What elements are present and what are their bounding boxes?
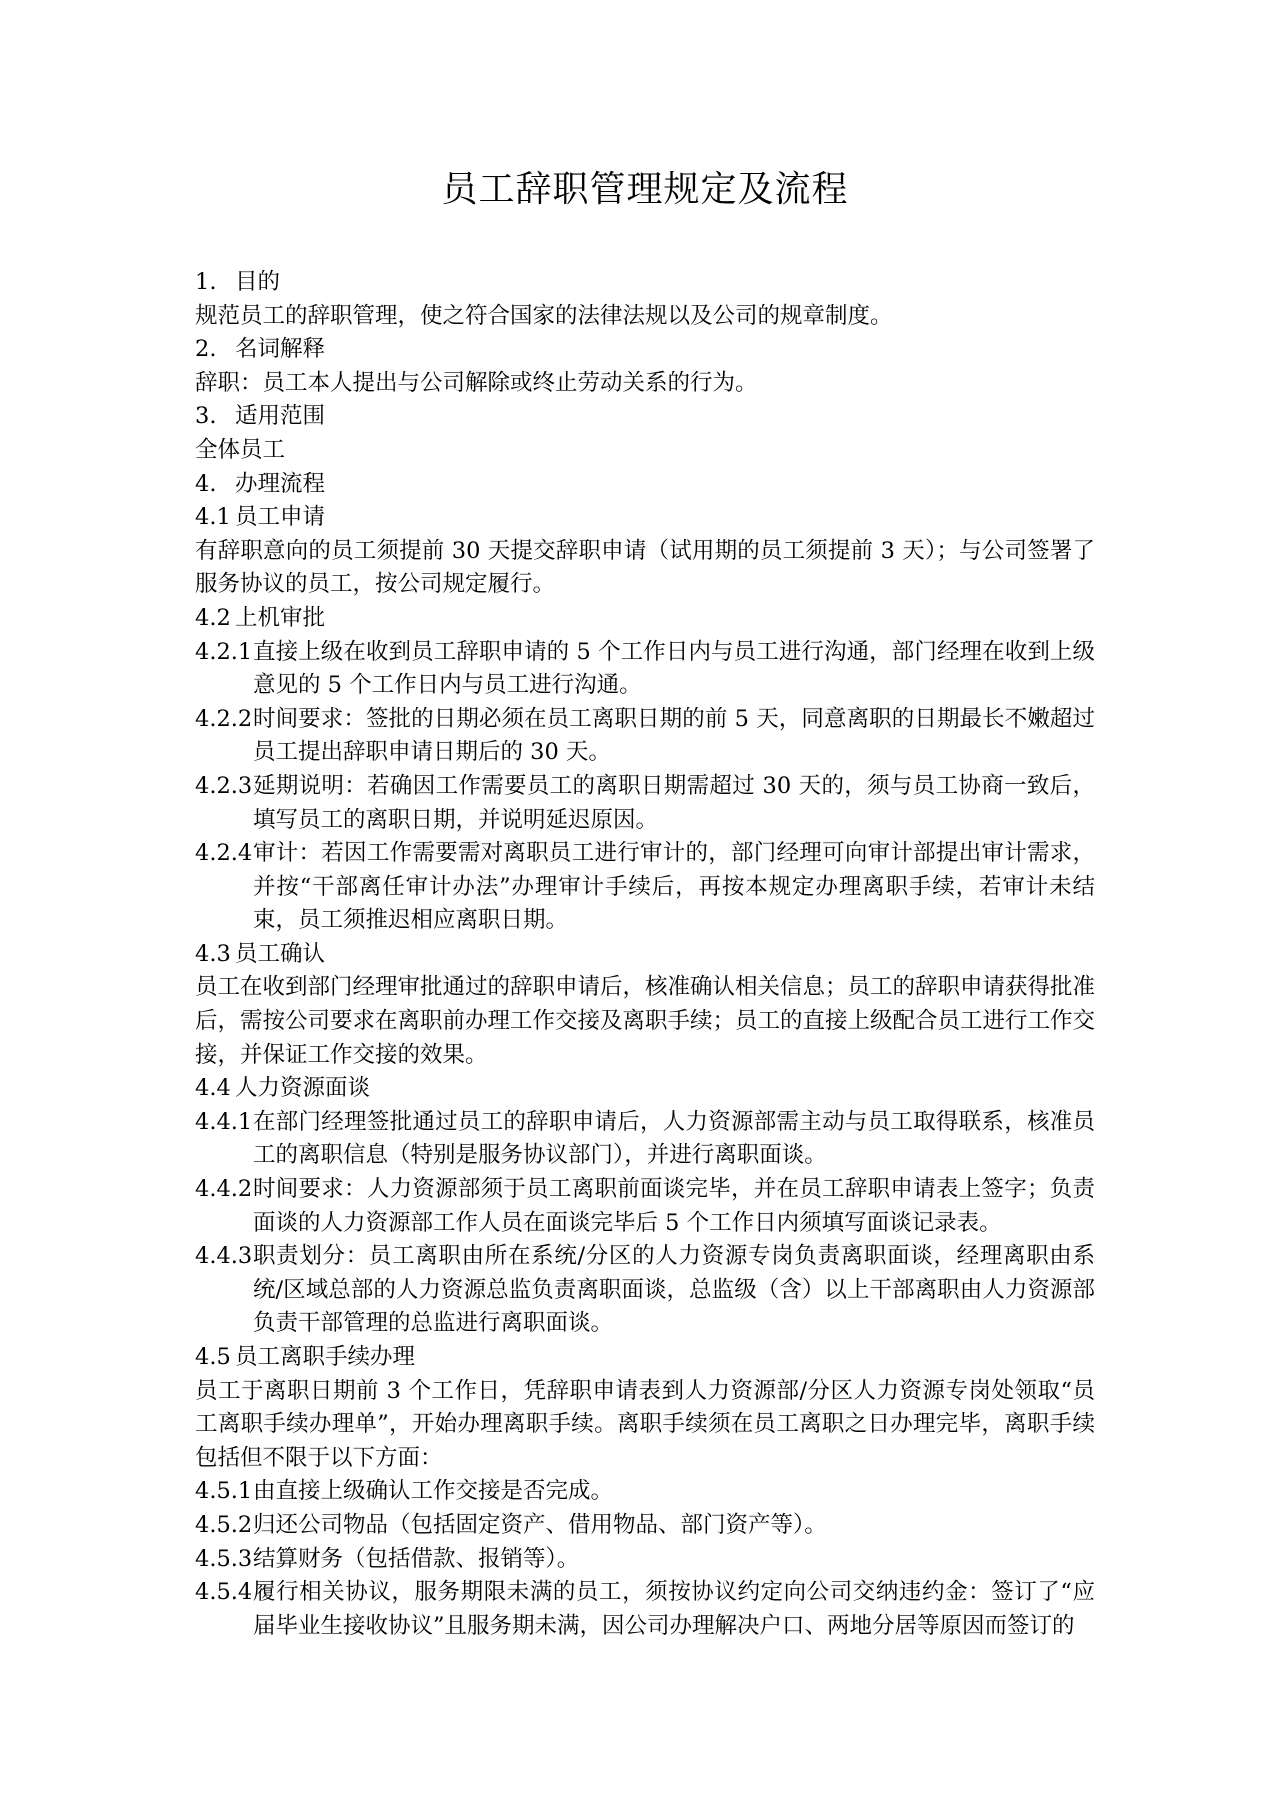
item-number: 4.5.1 xyxy=(195,1478,253,1505)
list-item xyxy=(195,636,1095,703)
subsection-heading xyxy=(195,501,1095,535)
section-heading xyxy=(195,400,1095,434)
item-number: 4.2.1 xyxy=(195,638,253,665)
subsection-heading xyxy=(195,1072,1095,1106)
item-text: 结算财务（包括借款、报销等）。 xyxy=(253,1545,580,1572)
section-heading xyxy=(195,468,1095,502)
item-number: 4.5.2 xyxy=(195,1511,253,1538)
list-item xyxy=(195,1509,1095,1543)
item-text: 时间要求：人力资源部须于员工离职前面谈完毕，并在员工辞职申请表上签字；负责面谈的人力资源部工作人员在面谈完毕后 5 个工作日内须填写面谈记录表。 xyxy=(253,1176,1095,1236)
section-title: 目的 xyxy=(235,269,281,295)
subsection-heading xyxy=(195,1341,1095,1375)
section-text: 辞职：员工本人提出与公司解除或终止劳动关系的行为。 xyxy=(195,369,758,396)
item-number: 4.2.3 xyxy=(195,772,253,799)
subsection-title: 员工申请 xyxy=(235,504,326,531)
section-text: 规范员工的辞职管理，使之符合国家的法律法规以及公司的规章制度。 xyxy=(195,302,893,329)
subsection-number: 4.2 xyxy=(195,604,231,631)
item-number: 4.2.4 xyxy=(195,840,253,867)
subsection-text: 员工在收到部门经理审批通过的辞职申请后，核准确认相关信息；员工的辞职申请获得批准后，需按公司要求在离职前办理工作交接及离职手续；员工的直接上级配合员工进行工作交接，并保证工作交接的效果。 xyxy=(195,974,1096,1068)
item-number: 4.5.4 xyxy=(195,1579,253,1606)
section-heading xyxy=(195,266,1095,300)
item-text: 职责划分：员工离职由所在系统/分区的人力资源专岗负责离职面谈，经理离职由系统/区域总部的人力资源总监负责离职面谈，总监级（含）以上干部离职由人力资源部负责干部管理的总监进行离职面谈。 xyxy=(253,1243,1095,1337)
subsection-text: 有辞职意向的员工须提前 30 天提交辞职申请（试用期的员工须提前 3 天）；与公司签署了服务协议的员工，按公司规定履行。 xyxy=(195,537,1095,598)
list-item xyxy=(195,1240,1095,1341)
list-item xyxy=(195,1106,1095,1173)
section-number: 4. xyxy=(195,470,217,497)
document-title: 员工辞职管理规定及流程 xyxy=(441,169,849,210)
subsection-title: 员工确认 xyxy=(235,940,326,967)
section-title: 名词解释 xyxy=(235,336,326,363)
item-number: 4.4.3 xyxy=(195,1243,253,1270)
subsection-title: 员工离职手续办理 xyxy=(235,1344,416,1370)
section-number: 3. xyxy=(195,403,217,430)
item-text: 时间要求：签批的日期必须在员工离职日期的前 5 天，同意离职的日期最长不嫩超过员工提出辞职申请日期后的 30 天。 xyxy=(253,705,1095,766)
document-page xyxy=(195,0,1095,1643)
item-text: 由直接上级确认工作交接是否完成。 xyxy=(253,1478,614,1505)
list-item xyxy=(195,703,1095,770)
item-text: 延期说明：若确因工作需要员工的离职日期需超过 30 天的，须与员工协商一致后，填写员工的离职日期，并说明延迟原因。 xyxy=(253,772,1095,833)
section-title: 适用范围 xyxy=(235,403,326,430)
section-title: 办理流程 xyxy=(235,470,326,497)
section-number: 2. xyxy=(195,336,217,363)
item-number: 4.4.2 xyxy=(195,1176,253,1203)
subsection-heading xyxy=(195,602,1095,636)
subsection-number: 4.4 xyxy=(195,1075,231,1102)
item-text: 归还公司物品（包括固定资产、借用物品、部门资产等）。 xyxy=(253,1511,827,1538)
item-number: 4.5.3 xyxy=(195,1545,253,1572)
list-item xyxy=(195,770,1095,837)
item-number: 4.4.1 xyxy=(195,1108,253,1135)
list-item xyxy=(195,1543,1095,1577)
subsection-number: 4.3 xyxy=(195,940,231,967)
item-text: 在部门经理签批通过员工的辞职申请后，人力资源部需主动与员工取得联系，核准员工的离职信息（特别是服务协议部门），并进行离职面谈。 xyxy=(253,1108,1095,1169)
item-text: 履行相关协议，服务期限未满的员工，须按协议约定向公司交纳违约金：签订了“应届毕业生接收协议”且服务期未满，因公司办理解决户口、两地分居等原因而签订的 xyxy=(253,1579,1095,1639)
subsection-heading xyxy=(195,938,1095,972)
subsection-number: 4.5 xyxy=(195,1344,231,1370)
list-item xyxy=(195,1173,1095,1240)
item-text: 审计：若因工作需要需对离职员工进行审计的，部门经理可向审计部提出审计需求，并按“干部离任审计办法”办理审计手续后，再按本规定办理离职手续，若审计未结束，员工须推迟相应离职日期。 xyxy=(253,840,1095,934)
list-item xyxy=(195,1576,1095,1643)
subsection-text: 员工于离职日期前 3 个工作日，凭辞职申请表到人力资源部/分区人力资源专岗处领取“员工离职手续办理单”，开始办理离职手续。离职手续须在员工离职之日办理完毕，离职手续包括但不限于以下方面： xyxy=(195,1377,1095,1471)
item-number: 4.2.2 xyxy=(195,705,253,732)
list-item xyxy=(195,837,1095,938)
document-body xyxy=(195,266,1095,1643)
subsection-title: 上机审批 xyxy=(235,604,326,631)
item-text: 直接上级在收到员工辞职申请的 5 个工作日内与员工进行沟通，部门经理在收到上级意见的 5 个工作日内与员工进行沟通。 xyxy=(253,638,1095,699)
section-number: 1. xyxy=(195,269,217,295)
subsection-number: 4.1 xyxy=(195,504,231,531)
section-heading xyxy=(195,333,1095,367)
list-item xyxy=(195,1475,1095,1509)
subsection-title: 人力资源面谈 xyxy=(235,1075,371,1102)
section-text: 全体员工 xyxy=(195,436,286,463)
